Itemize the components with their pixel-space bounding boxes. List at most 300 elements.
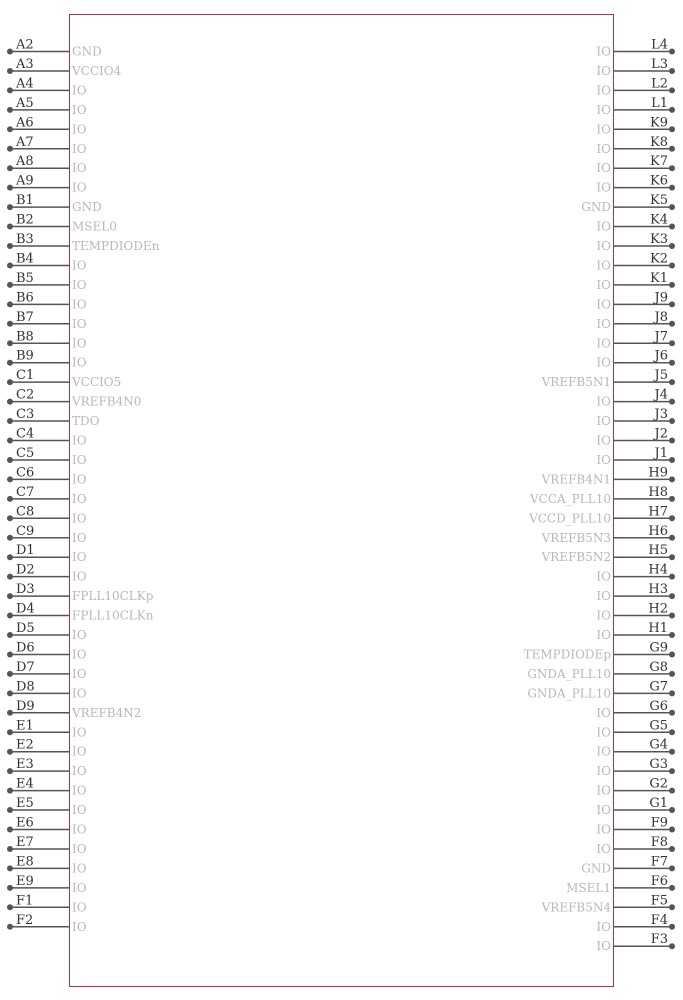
pin-terminal [7,846,13,852]
pin-B4 [7,251,87,272]
pin-name: IO [72,316,87,331]
pin-terminal [669,399,675,405]
pin-terminal [7,379,13,385]
pin-terminal [7,788,13,794]
pin-L2 [596,76,675,97]
pin-J8 [596,310,675,331]
pin-name: IO [72,141,87,156]
pin-number: F3 [650,932,668,948]
pin-terminal [7,107,13,113]
pin-name: MSEL1 [566,880,611,895]
pin-name: IO [72,433,87,448]
pin-terminal [7,243,13,249]
pin-name: FPLL10CLKn [72,608,154,623]
pin-name: VREFB5N3 [541,530,611,545]
pin-terminal [7,496,13,502]
pin-number: C6 [16,465,35,481]
pin-number: B1 [16,193,34,209]
pin-name: VREFB4N2 [72,705,142,720]
pin-K1 [596,271,675,292]
pin-name: GND [72,200,102,215]
pin-number: H1 [648,621,668,636]
pin-terminal [669,262,675,268]
pin-number: F1 [16,893,34,909]
pin-name: IO [596,433,611,448]
pin-terminal [669,651,675,657]
pin-name: IO [596,822,611,837]
pin-name: IO [596,414,611,429]
pin-number: J1 [654,445,668,461]
pin-number: L4 [651,37,668,53]
pin-terminal [7,165,13,171]
pin-name: IO [72,569,87,584]
pin-B1 [7,193,102,214]
pin-J4 [596,388,675,409]
pin-terminal [669,593,675,599]
pin-name: IO [72,550,87,565]
pin-terminal [669,924,675,930]
pin-name: VREFB5N1 [541,375,611,390]
pin-F1 [7,893,87,914]
pin-terminal [669,574,675,580]
pin-name: IO [72,161,87,176]
pin-terminal [7,224,13,230]
pin-B7 [7,310,87,331]
pin-name: IO [596,803,611,818]
pin-number: K2 [650,251,668,267]
pin-name: IO [596,764,611,779]
pin-D6 [7,640,87,661]
pin-name: IO [596,277,611,292]
pin-number: D5 [16,621,35,636]
pin-number: H2 [648,601,668,617]
pin-terminal [7,574,13,580]
pin-name: IO [72,725,87,740]
pin-terminal [7,768,13,774]
pin-F6 [566,874,675,895]
pin-B6 [7,290,87,311]
pin-G5 [596,718,675,739]
pin-H5 [541,543,675,564]
pin-name: MSEL0 [72,219,117,234]
pin-C6 [7,465,87,486]
pin-terminal [7,340,13,346]
pin-D7 [7,660,87,681]
pin-terminal [669,224,675,230]
pin-number: K8 [650,134,668,150]
pin-H4 [596,563,675,584]
pin-terminal [7,865,13,871]
pin-J3 [596,407,675,428]
pin-name: VREFB4N1 [541,472,611,487]
pin-number: E9 [16,873,34,889]
pin-F5 [541,893,675,914]
pin-K4 [596,213,675,234]
pin-name: IO [596,161,611,176]
pin-number: C2 [16,387,35,403]
pin-name: IO [596,919,611,934]
pin-number: K1 [650,270,668,286]
pin-F3 [596,932,675,953]
right-pin-group [524,38,675,954]
pin-number: G6 [649,698,668,714]
pin-name: IO [72,919,87,934]
pin-name: IO [596,102,611,117]
pin-terminal [7,632,13,638]
pin-number: G3 [649,757,668,773]
pin-name: IO [596,608,611,623]
pin-number: B9 [16,348,34,364]
pin-terminal [7,282,13,288]
pin-name: IO [72,277,87,292]
pin-name: GNDA_PLL10 [527,686,611,701]
pin-number: K5 [650,193,668,209]
pin-terminal [7,360,13,366]
pin-name: IO [72,744,87,759]
pin-D8 [7,679,87,700]
pin-number: H5 [648,543,668,559]
pin-terminal [7,49,13,55]
pin-terminal [669,438,675,444]
pin-name: IO [596,939,611,954]
pin-name: GND [581,200,611,215]
pin-A7 [7,135,87,156]
pin-terminal [7,807,13,813]
pin-terminal [7,651,13,657]
pin-name: IO [596,83,611,98]
pin-number: B5 [16,270,34,286]
pin-name: IO [596,297,611,312]
pin-name: IO [596,219,611,234]
pin-number: E6 [16,815,34,831]
pin-name: IO [72,355,87,370]
pin-name: IO [72,900,87,915]
pin-terminal [669,827,675,833]
pin-number: C8 [16,504,35,520]
pin-terminal [669,107,675,113]
pin-name: IO [72,511,87,526]
pin-number: E4 [16,776,34,792]
pin-name: IO [596,180,611,195]
pin-terminal [7,690,13,696]
pin-terminal [7,593,13,599]
pin-number: F5 [650,893,668,909]
pin-F4 [596,913,675,934]
pin-name: IO [72,647,87,662]
pin-number: G5 [649,718,668,734]
pin-G7 [527,679,675,700]
pin-terminal [669,126,675,132]
pin-name: IO [72,530,87,545]
pin-number: J9 [654,290,668,306]
pin-number: J8 [654,309,668,325]
pin-terminal [669,710,675,716]
pin-name: IO [596,258,611,273]
pin-name: VCCD_PLL10 [529,511,611,526]
pin-D2 [7,563,87,584]
pin-terminal [669,729,675,735]
pin-A2 [7,38,102,59]
pin-J6 [596,349,675,370]
pin-name: IO [72,336,87,351]
pin-number: H3 [648,582,668,598]
pin-name: IO [72,764,87,779]
pin-number: E7 [16,834,34,850]
pin-terminal [7,885,13,891]
pin-number: K9 [650,115,668,131]
pin-E7 [7,835,87,856]
pin-name: IO [596,841,611,856]
pin-terminal [7,535,13,541]
pin-number: C1 [16,368,35,384]
pin-number: C5 [16,445,35,461]
pin-H3 [596,582,675,603]
pin-H8 [529,485,675,506]
pin-name: IO [72,822,87,837]
pin-terminal [669,165,675,171]
pin-number: J3 [654,407,668,423]
pin-number: G7 [649,679,668,695]
pin-number: B3 [16,232,34,247]
pin-name: IO [596,725,611,740]
pin-name: IO [72,666,87,681]
pin-name: GNDA_PLL10 [527,666,611,681]
pin-number: L1 [651,95,668,111]
pin-terminal [7,68,13,74]
pin-number: A7 [16,134,34,150]
pin-F7 [581,854,675,875]
pin-name: VCCA_PLL10 [530,491,611,506]
pin-name: IO [72,297,87,312]
pin-A6 [7,115,87,136]
pin-B3 [7,232,160,253]
pin-number: H9 [648,465,668,481]
pin-name: FPLL10CLKp [72,589,154,604]
pin-A4 [7,76,87,97]
pin-number: K3 [650,232,668,247]
pin-B2 [7,213,117,234]
pin-name: IO [72,122,87,137]
pin-number: F7 [650,854,668,870]
pin-number: D2 [16,562,35,578]
pin-K8 [596,135,675,156]
pin-number: D1 [16,543,35,559]
pin-F9 [596,816,675,837]
pin-terminal [7,554,13,560]
pin-C2 [7,388,141,409]
pin-A8 [7,154,87,175]
pin-name: IO [72,861,87,876]
pin-E1 [7,718,87,739]
pin-number: L2 [651,76,668,92]
pin-E4 [7,777,87,798]
pin-number: H7 [648,504,668,520]
pin-terminal [669,476,675,482]
pin-name: IO [72,803,87,818]
pin-terminal [669,865,675,871]
pin-terminal [669,243,675,249]
pin-D9 [7,699,141,720]
pin-C8 [7,504,87,525]
pin-terminal [669,671,675,677]
pin-terminal [7,185,13,191]
pin-E6 [7,816,87,837]
pin-name: VCCIO4 [72,63,122,78]
pin-E8 [7,854,87,875]
pin-E9 [7,874,87,895]
pin-K2 [596,251,675,272]
pin-terminal [669,185,675,191]
pin-number: B4 [16,251,34,267]
pin-J1 [596,446,675,467]
pin-number: B2 [16,212,34,228]
pin-terminal [7,321,13,327]
pin-number: K4 [650,212,668,228]
pin-terminal [669,340,675,346]
pin-name: IO [72,686,87,701]
pin-number: A4 [16,76,34,92]
pin-number: A3 [16,56,34,72]
pin-K6 [596,174,675,195]
pin-name: GND [581,861,611,876]
pin-C1 [7,368,121,389]
pin-number: E5 [16,796,34,812]
pin-terminal [7,749,13,755]
pin-number: C9 [16,523,35,539]
pin-E3 [7,757,87,778]
pin-terminal [669,360,675,366]
pin-C9 [7,524,87,545]
pin-L4 [596,38,675,59]
pin-name: VCCIO5 [72,375,122,390]
pin-terminal [669,379,675,385]
pin-number: H8 [648,484,668,500]
pin-terminal [669,321,675,327]
pin-name: IO [596,783,611,798]
pin-terminal [7,438,13,444]
pin-name: TEMPDIODEn [72,239,160,253]
pin-terminal [7,457,13,463]
pin-A5 [7,96,87,117]
pin-number: G2 [649,776,668,792]
pin-H2 [596,602,675,623]
pin-terminal [669,846,675,852]
pin-terminal [669,418,675,424]
pin-number: B8 [16,329,34,345]
pin-number: J7 [654,329,668,345]
pin-D5 [7,621,87,642]
pin-number: E8 [16,854,34,870]
pin-terminal [7,827,13,833]
pin-number: L3 [651,56,668,72]
pin-number: J5 [654,368,668,384]
pin-name: TDO [72,414,100,429]
pin-C7 [7,485,87,506]
pin-A3 [7,57,122,78]
pin-name: IO [596,63,611,78]
pin-number: D6 [16,640,35,656]
pin-terminal [669,87,675,93]
pin-number: D7 [16,659,35,675]
pin-H1 [596,621,675,642]
pin-number: C7 [16,484,35,500]
pin-G6 [596,699,675,720]
pin-G1 [596,796,675,817]
pin-terminal [7,710,13,716]
pin-number: G1 [649,796,668,812]
pin-name: IO [72,880,87,895]
pin-number: K7 [650,154,668,170]
pin-terminal [669,68,675,74]
pin-number: F9 [650,815,668,831]
pin-terminal [669,632,675,638]
pin-terminal [7,515,13,521]
pin-name: IO [72,258,87,273]
pin-number: F8 [650,834,668,850]
pin-number: C4 [16,426,35,442]
pin-terminal [669,49,675,55]
pin-number: E3 [16,757,34,773]
pin-G9 [524,640,675,661]
pin-B8 [7,329,87,350]
pin-name: VREFB4N0 [72,394,142,409]
pin-name: IO [72,628,87,642]
pin-name: IO [596,394,611,409]
pin-number: F2 [16,912,34,928]
pin-name: IO [596,569,611,584]
pin-terminal [7,671,13,677]
pin-name: IO [72,472,87,487]
pin-terminal [7,262,13,268]
pin-D1 [7,543,87,564]
pin-name: IO [596,239,611,253]
pin-J2 [596,427,675,448]
pin-number: A2 [16,37,34,53]
pin-number: F6 [650,873,668,889]
pin-E2 [7,738,87,759]
pin-J7 [596,329,675,350]
pin-F8 [596,835,675,856]
pin-terminal [7,613,13,619]
pin-terminal [669,768,675,774]
pin-terminal [7,146,13,152]
pin-B9 [7,349,87,370]
pin-K5 [581,193,675,214]
pin-B5 [7,271,87,292]
pin-G2 [596,777,675,798]
pin-terminal [7,301,13,307]
pin-name: VREFB5N4 [541,900,611,915]
pin-terminal [669,690,675,696]
pin-name: IO [596,744,611,759]
pin-L1 [596,96,675,117]
pin-number: D8 [16,679,35,695]
left-pin-group [7,38,160,934]
pin-name: IO [596,452,611,467]
pin-terminal [669,807,675,813]
pin-number: A5 [16,95,34,111]
pin-number: G9 [649,640,668,656]
pin-C5 [7,446,87,467]
pin-number: D4 [16,601,35,617]
pin-A9 [7,174,87,195]
pin-H6 [541,524,675,545]
pin-number: G8 [649,659,668,675]
pin-G8 [527,660,675,681]
pin-terminal [7,729,13,735]
pin-C4 [7,427,87,448]
pin-terminal [669,282,675,288]
